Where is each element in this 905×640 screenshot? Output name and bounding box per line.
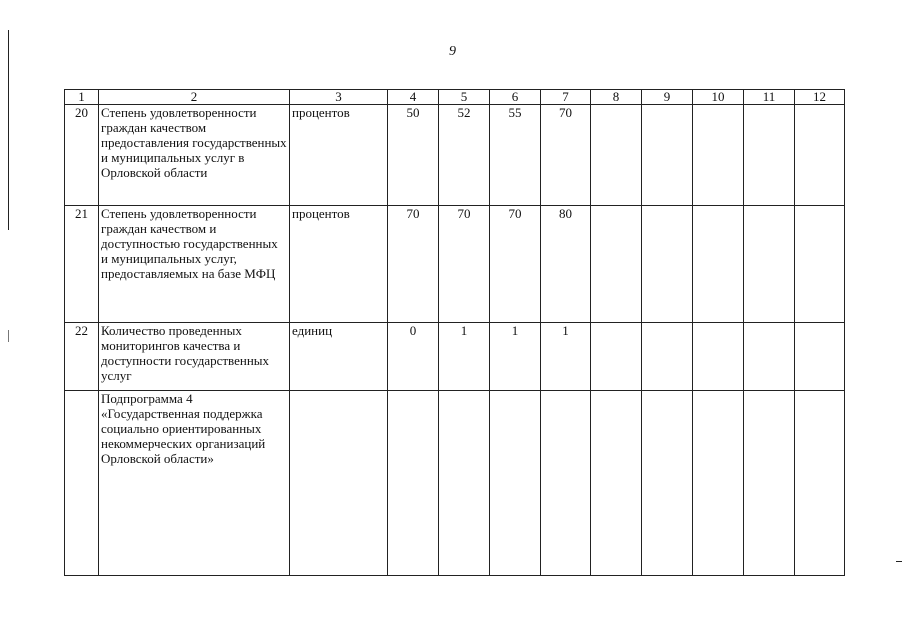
- unit-cell: [290, 391, 388, 576]
- value-cell: [693, 323, 744, 391]
- column-number: 6: [490, 90, 541, 105]
- value-cell: [693, 391, 744, 576]
- value-cell: 1: [490, 323, 541, 391]
- value-cell: [795, 105, 845, 206]
- unit-cell: процентов: [290, 105, 388, 206]
- column-number: 3: [290, 90, 388, 105]
- unit-cell: единиц: [290, 323, 388, 391]
- scan-edge-mark: [896, 561, 902, 562]
- value-cell: [591, 105, 642, 206]
- value-cell: [795, 391, 845, 576]
- value-cell: [744, 391, 795, 576]
- value-cell: [642, 323, 693, 391]
- value-cell: [744, 323, 795, 391]
- value-cell: 70: [490, 206, 541, 323]
- value-cell: [388, 391, 439, 576]
- value-cell: [693, 105, 744, 206]
- indicators-table: [64, 89, 845, 576]
- value-cell: [744, 105, 795, 206]
- scan-margin-line: [8, 30, 9, 230]
- value-cell: [541, 391, 591, 576]
- page-number: 9: [449, 44, 456, 59]
- indicator-name: Количество проведенных мониторингов качества и доступности государственных услуг: [99, 323, 290, 391]
- value-cell: 70: [439, 206, 490, 323]
- value-cell: [642, 105, 693, 206]
- value-cell: 70: [388, 206, 439, 323]
- value-cell: [795, 206, 845, 323]
- value-cell: [439, 391, 490, 576]
- value-cell: [490, 391, 541, 576]
- value-cell: [693, 206, 744, 323]
- column-number: 5: [439, 90, 490, 105]
- value-cell: [591, 323, 642, 391]
- value-cell: 55: [490, 105, 541, 206]
- column-number: 4: [388, 90, 439, 105]
- row-number: 21: [65, 206, 99, 323]
- column-number: 9: [642, 90, 693, 105]
- value-cell: 1: [439, 323, 490, 391]
- value-cell: [795, 323, 845, 391]
- unit-cell: процентов: [290, 206, 388, 323]
- value-cell: [591, 206, 642, 323]
- indicator-name: Степень удовлетворенности граждан качеством и доступностью государственных и муниципальных услуг, предоставляемых на базе МФЦ: [99, 206, 290, 323]
- row-number: 20: [65, 105, 99, 206]
- column-number-row: [65, 90, 845, 105]
- row-number: [65, 391, 99, 576]
- value-cell: 70: [541, 105, 591, 206]
- row-number: 22: [65, 323, 99, 391]
- value-cell: [591, 391, 642, 576]
- value-cell: [642, 206, 693, 323]
- subprogram-title: Подпрограмма 4 «Государственная поддержка социально ориентированных некоммерческих организаций Орловской области»: [99, 391, 290, 576]
- subprogram-row: [65, 391, 845, 576]
- value-cell: 1: [541, 323, 591, 391]
- table-row: [65, 323, 845, 391]
- column-number: 1: [65, 90, 99, 105]
- indicator-name: Степень удовлетворенности граждан качеством предоставления государственных и муниципальных услуг в Орловской области: [99, 105, 290, 206]
- column-number: 2: [99, 90, 290, 105]
- table-row: [65, 206, 845, 323]
- column-number: 7: [541, 90, 591, 105]
- value-cell: 50: [388, 105, 439, 206]
- table-row: [65, 105, 845, 206]
- column-number: 10: [693, 90, 744, 105]
- column-number: 8: [591, 90, 642, 105]
- column-number: 11: [744, 90, 795, 105]
- value-cell: 80: [541, 206, 591, 323]
- value-cell: 0: [388, 323, 439, 391]
- value-cell: [744, 206, 795, 323]
- scan-margin-mark: [8, 330, 9, 342]
- value-cell: [642, 391, 693, 576]
- column-number: 12: [795, 90, 845, 105]
- value-cell: 52: [439, 105, 490, 206]
